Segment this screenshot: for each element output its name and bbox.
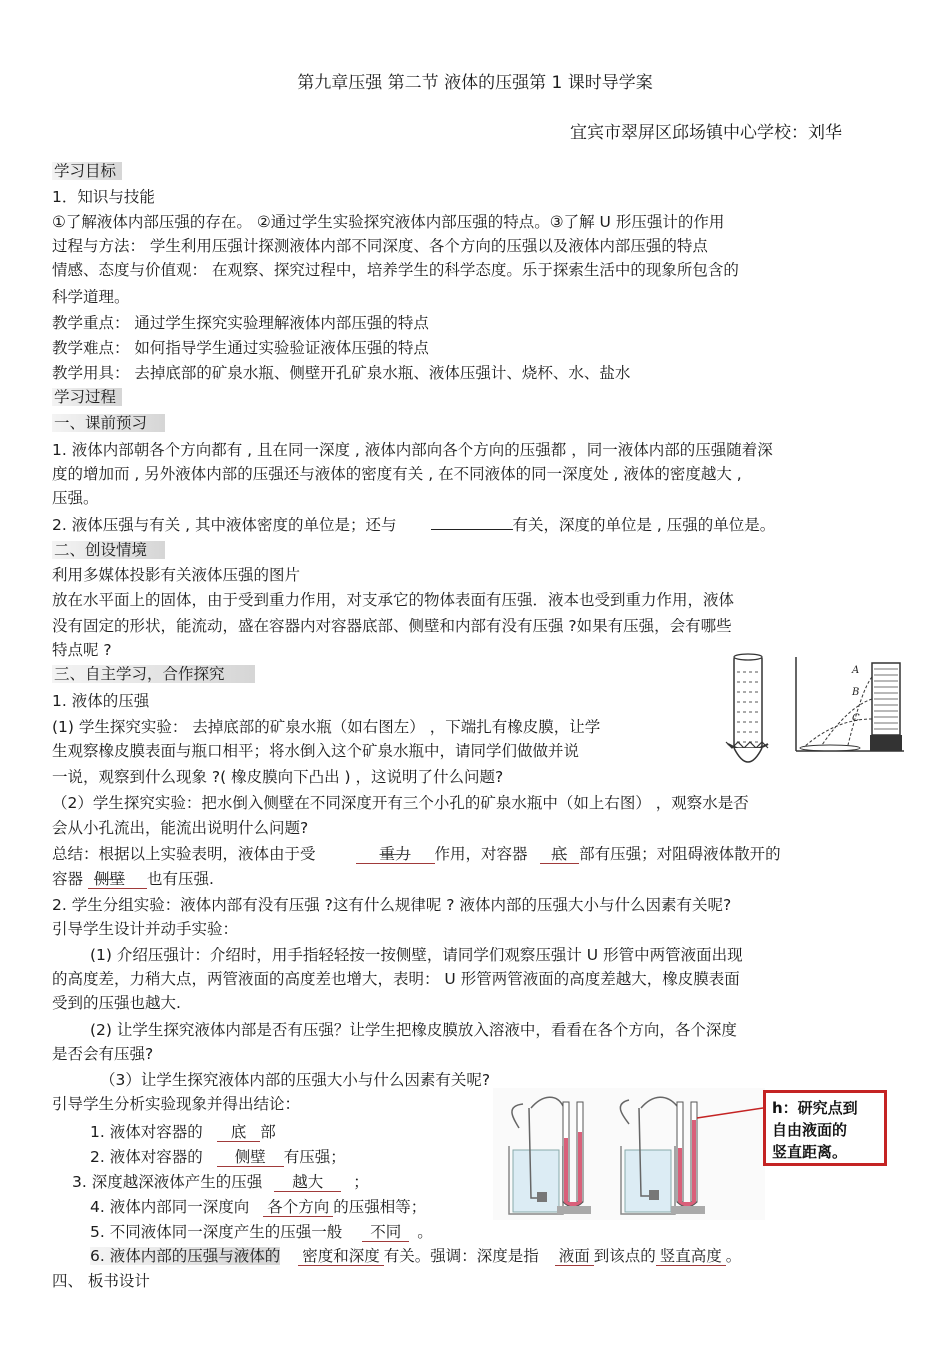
text-span: 有关，深度的单位是 , 压强的单位是。 [512, 516, 776, 534]
text-line: 没有固定的形状，能流动，盛在容器内对容器底部、侧壁和内部有没有压强 ?如果有压强，会有哪些 [52, 617, 732, 635]
text-span: 2. 液体压强与有关 , 其中液体密度的单位是；还与 [52, 516, 397, 534]
text-line: 度的增加而 , 另外液体内部的压强还与液体的密度有关 , 在不同液体的同一深度处 , 液体的密度越大 , [52, 465, 742, 483]
answer: 液面 [555, 1245, 594, 1267]
text-line: 的高度差，力稍大点，两管液面的高度差也增大，表明： U 形管两管液面的高度差越大，橡皮膜表面 [52, 970, 740, 988]
summary-line [52, 843, 781, 865]
text-span: 6. 液体内部的压强与液体的 [90, 1247, 281, 1265]
text-span: 总结：根据以上实验表明，液体由于受 [52, 845, 316, 863]
conclusion-line [72, 1171, 369, 1193]
section-heading-explore: 三、自主学习，合作探究 [52, 665, 255, 683]
answer: 越大 [274, 1171, 341, 1193]
text-line: 压强。 [52, 489, 99, 507]
conclusion-line [90, 1146, 346, 1168]
text-line: (2) 让学生探究液体内部是否有压强？让学生把橡皮膜放入溶液中，看看在各个方向，各个深度 [90, 1021, 737, 1039]
text-line: 1. 液体内部朝各个方向都有 , 且在同一深度 , 液体内部向各个方向的压强都 ，同一液体内部的压强随着深 [52, 441, 773, 459]
answer-wall: 侧壁 [88, 868, 147, 890]
hole-label-b: B [852, 687, 860, 698]
text-span: 5. 不同液体同一深度产生的压强一般 [90, 1223, 343, 1241]
answer: 侧壁 [217, 1146, 284, 1168]
text-line: ①了解液体内部压强的存在。 ②通过学生实验探究液体内部压强的特点。③了解 U 形压强计的作用 [52, 213, 725, 231]
text-line: 情感、态度与价值观： 在观察、探究过程中，培养学生的科学态度。乐于探索生活中的现象所包含的 [52, 261, 739, 279]
text-span: 作用，对容器 [434, 845, 528, 863]
section-heading-scene: 二、创设情境 [52, 541, 165, 559]
text-span: 的压强相等； [333, 1198, 427, 1216]
text-line: 生观察橡皮膜表面与瓶口相平；将水倒入这个矿泉水瓶中，请同学们做做并说 [52, 742, 580, 760]
text-span: 也有压强. [146, 870, 214, 888]
text-line [52, 514, 775, 536]
text-span: 有压强； [283, 1148, 346, 1166]
text-line: 科学道理。 [52, 288, 130, 306]
text-line: 引导学生分析实验现象并得出结论： [52, 1095, 301, 1113]
note-text: h：研究点到 自由液面的 竖直距离。 [772, 1099, 858, 1161]
text-line: 教学用具： 去掉底部的矿泉水瓶、侧壁开孔矿泉水瓶、液体压强计、烧杯、水、盐水 [52, 364, 631, 382]
text-span: 1. 液体对容器的 [90, 1123, 203, 1141]
text-line: 利用多媒体投影有关液体压强的图片 [52, 566, 301, 584]
text-line: 一说，观察到什么现象 ?( 橡皮膜向下凸出 ) ，这说明了什么问题? [52, 768, 504, 786]
answer: 各个方向 [263, 1196, 333, 1218]
answer: 竖直高度 [656, 1245, 726, 1267]
section-heading-goals: 学习目标 [52, 162, 122, 180]
text-line: 教学重点： 通过学生探究实验理解液体内部压强的特点 [52, 314, 429, 332]
text-line: (1) 介绍压强计：介绍时，用手指轻轻按一按侧壁，请同学们观察压强计 U 形管中两管液面出现 [90, 946, 743, 964]
text-line: 教学难点： 如何指导学生通过实验验证液体压强的特点 [52, 339, 429, 357]
figure-bottle-side-holes [792, 655, 908, 761]
text-line: 1. 液体的压强 [52, 692, 150, 710]
summary-line [52, 868, 214, 890]
text-line: 受到的压强也越大. [52, 994, 181, 1012]
section-heading-preview: 一、课前预习 [52, 414, 165, 432]
text-line: 特点呢 ? [52, 641, 112, 659]
text-line: 引导学生设计并动手实验： [52, 920, 239, 938]
text-span: 3. 深度越深液体产生的压强 [72, 1173, 263, 1191]
text-span: 4. 液体内部同一深度向 [90, 1198, 250, 1216]
text-line: 2. 学生分组实验：液体内部有没有压强 ?这有什么规律呢 ? 液体内部的压强大小与什么因素有关呢? [52, 896, 732, 914]
fill-blank [431, 515, 513, 530]
conclusion-line [90, 1121, 276, 1143]
text-line: (1) 学生探究实验： 去掉底部的矿泉水瓶（如右图左） ，下端扎有橡皮膜，让学 [52, 718, 601, 736]
text-line: 会从小孔流出，能流出说明什么问题? [52, 819, 309, 837]
text-line: （2）学生探究实验：把水倒入侧壁在不同深度开有三个小孔的矿泉水瓶中（如上右图） ，观察水是否 [52, 794, 749, 812]
text-line: 过程与方法： 学生利用压强计探测液体内部不同深度、各个方向的压强以及液体内部压强的特点 [52, 237, 708, 255]
text-span: 有关。强调：深度是指 [383, 1247, 539, 1265]
text-line: 放在水平面上的固体，由于受到重力作用，对支承它的物体表面有压强．液本也受到重力作用，液体 [52, 591, 735, 609]
hole-label-a: A [852, 665, 860, 676]
text-line: 是否会有压强? [52, 1045, 154, 1063]
text-span: 部有压强；对阻碍液体散开的 [579, 845, 781, 863]
conclusion-line [90, 1196, 426, 1218]
text-span: 部 [260, 1123, 276, 1141]
conclusion-line [90, 1221, 433, 1243]
hole-label-c: C [852, 713, 860, 724]
answer-bottom: 底 [540, 843, 580, 865]
author-line: 宜宾市翠屏区邱场镇中心学校：刘华 [570, 123, 842, 143]
text-span: 。 [725, 1247, 742, 1265]
answer: 密度和深度 [298, 1245, 384, 1267]
page-title: 第九章压强 第二节 液体的压强第 1 课时导学案 [297, 73, 653, 93]
text-span: 2. 液体对容器的 [90, 1148, 203, 1166]
text-span: ； [353, 1173, 369, 1191]
text-line: （3）让学生探究液体内部的压强大小与什么因素有关呢? [100, 1071, 491, 1089]
answer: 不同 [362, 1221, 409, 1243]
text-span: 到该点的 [593, 1247, 656, 1265]
answer: 底 [217, 1121, 261, 1143]
note-box-depth-definition [763, 1090, 887, 1166]
section-heading-process: 学习过程 [52, 388, 122, 406]
figure-pressure-gauges [493, 1088, 765, 1220]
text-line: 1．知识与技能 [52, 188, 155, 206]
conclusion-line [90, 1245, 741, 1267]
text-span: 容器 [52, 870, 84, 888]
text-span: 。 [417, 1223, 433, 1241]
answer-gravity: 重力 [356, 843, 435, 865]
figure-bottle-membrane [718, 652, 778, 776]
section-heading-board: 四、 板书设计 [52, 1272, 150, 1290]
